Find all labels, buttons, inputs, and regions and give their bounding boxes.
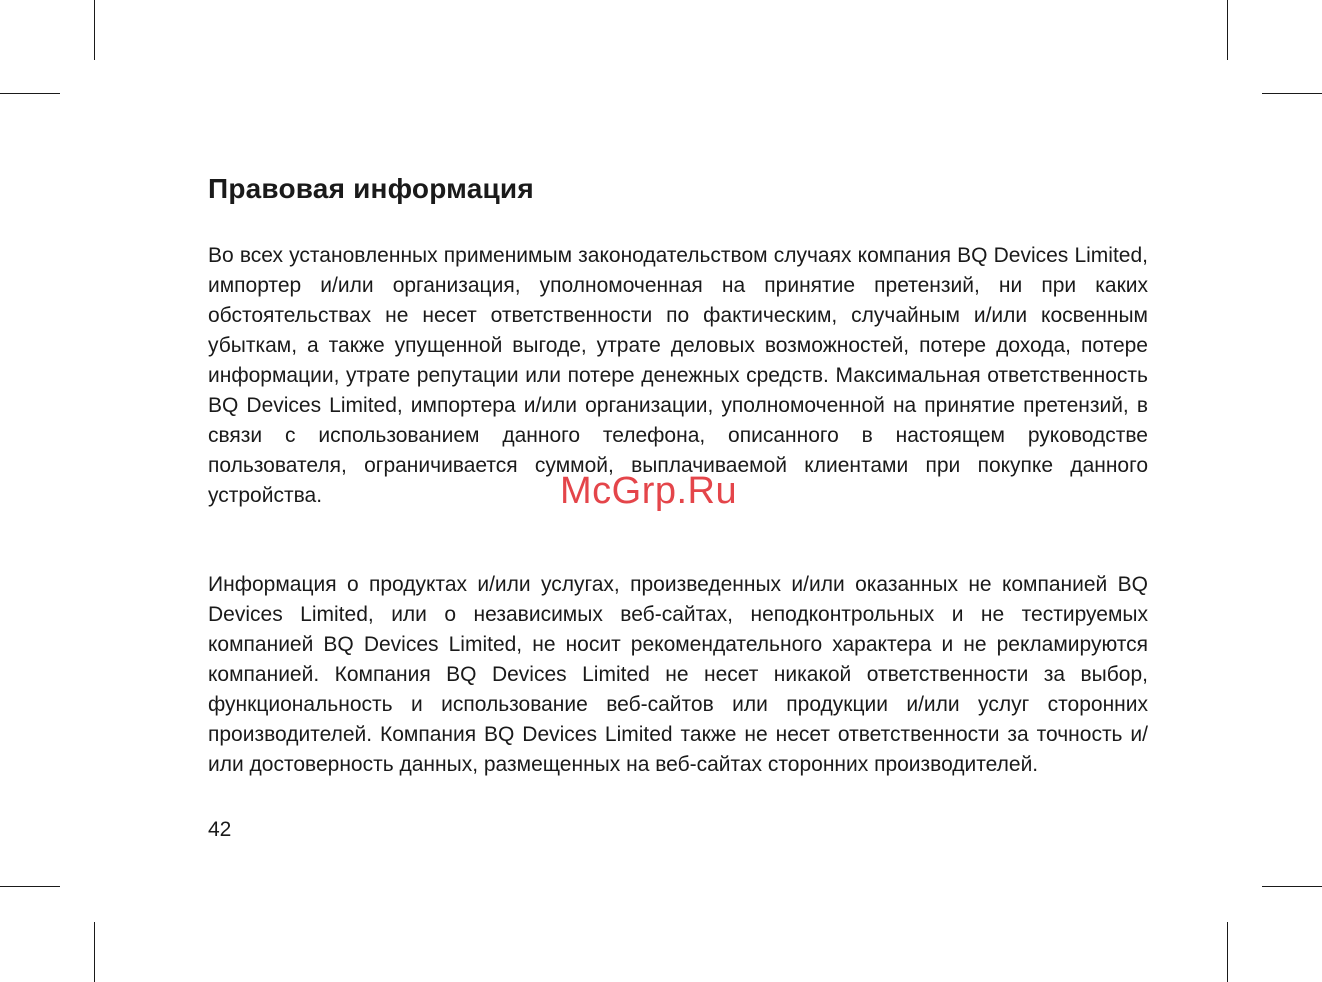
page-title: Правовая информация [208, 173, 534, 204]
crop-mark-top-right-horizontal [1262, 93, 1322, 94]
crop-mark-top-right-vertical [1227, 0, 1228, 60]
crop-mark-top-left-vertical [94, 0, 95, 60]
page-number: 42 [208, 818, 232, 841]
paragraph-third-party: Информация о продуктах и/или услугах, произведенных и/или оказанных не компанией BQ Devices Limited, или о независимых веб-сайтах, неподконтрольных и не тестируемых компанией BQ Devices Limited, не носит рекомендательного характера и не рекламируются компанией. Компания BQ Devices Limited не несет никакой ответственности за выбор, функциональность и использование веб-сайтов или продукции и/или услуг сторонних производителей. Компания BQ Devices Limited также не несет ответственности за точность и/или достоверность данных, размещенных на веб-сайтах сторонних производителей. [208, 573, 1148, 776]
paragraph-liability: Во всех установленных применимым законодательством случаях компания BQ Devices Limited, импортер и/или организация, уполномоченная на принятие претензий, ни при каких обстоятельствах не несет ответственности по фактическим, случайным и/или косвенным убыткам, а также упущенной выгоде, утрате деловых возможностей, потере дохода, потере информации, утрате репутации или потере денежных средств. Максимальная ответственность BQ Devices Limited, импортера и/или организации, уполномоченной на принятие претензий, в связи с использованием данного телефона, описанного в настоящем руководстве пользователя, ограничивается суммой, выплачиваемой клиентами при покупке данного устройства. [208, 244, 1148, 507]
crop-mark-bottom-left-vertical [94, 922, 95, 982]
crop-mark-top-left-horizontal [0, 93, 60, 94]
crop-mark-bottom-left-horizontal [0, 886, 60, 887]
crop-mark-bottom-right-horizontal [1262, 886, 1322, 887]
crop-mark-bottom-right-vertical [1227, 922, 1228, 982]
watermark: McGrp.Ru [560, 470, 738, 512]
